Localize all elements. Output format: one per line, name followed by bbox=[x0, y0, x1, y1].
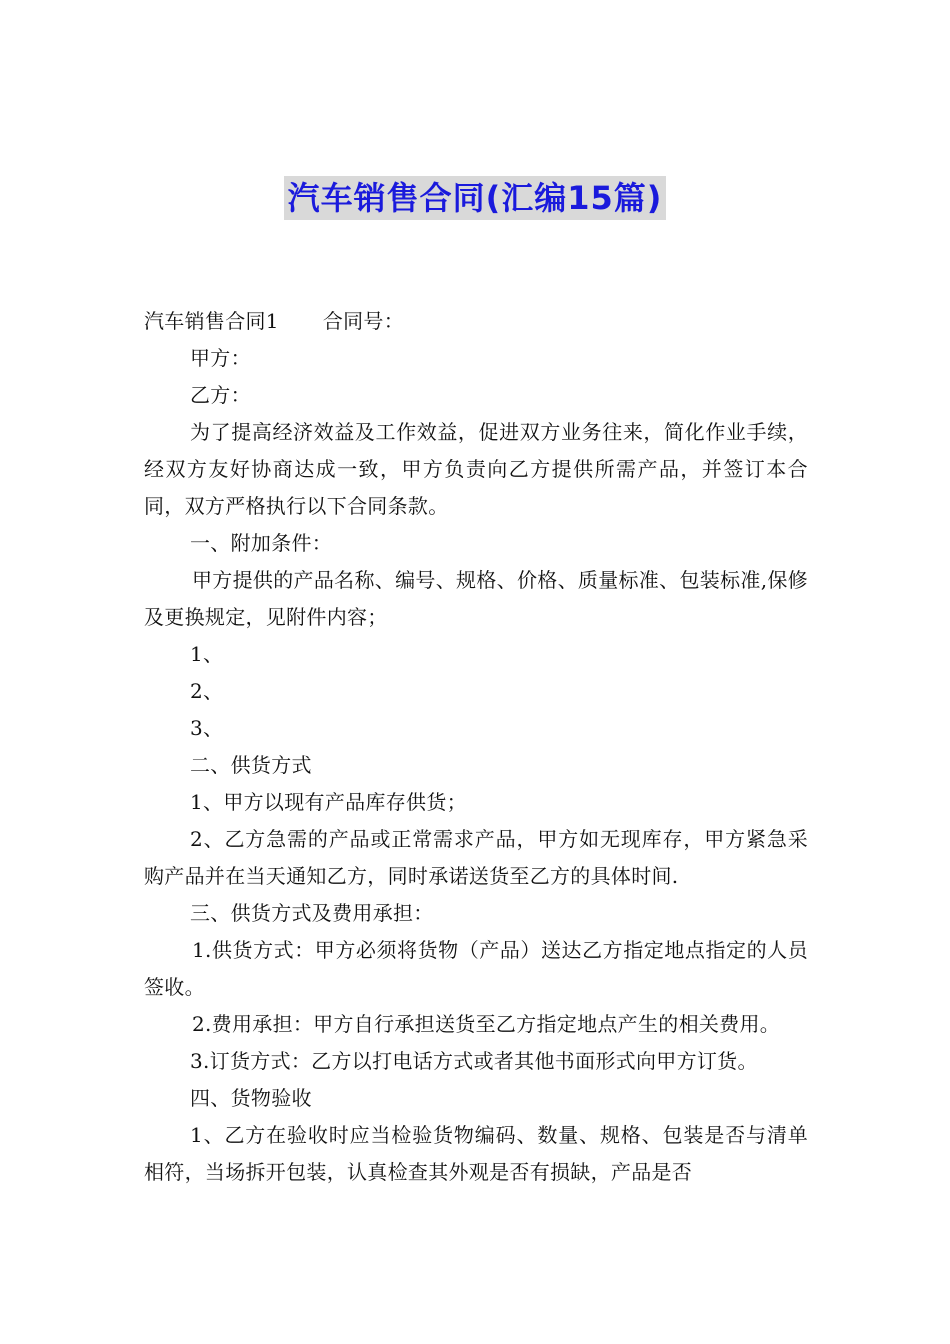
contract-heading: 汽车销售合同1 bbox=[144, 309, 279, 333]
paragraph: 1、甲方以现有产品库存供货； bbox=[190, 790, 467, 814]
contract-heading-line bbox=[144, 303, 808, 340]
document-body bbox=[144, 303, 808, 1191]
paragraph: 1.供货方式：甲方必须将货物（产品）送达乙方指定地点指定的人员签收。 bbox=[144, 938, 808, 999]
list-item: 2、 bbox=[190, 679, 224, 703]
title-container bbox=[0, 176, 950, 220]
paragraph: 2、乙方急需的产品或正常需求产品，甲方如无现库存，甲方紧急采购产品并在当天通知乙方，同时承诺送货至乙方的具体时间. bbox=[144, 827, 808, 888]
paragraph: 甲方： bbox=[190, 346, 251, 370]
contract-number-label: 合同号： bbox=[322, 309, 405, 333]
paragraph: 2.费用承担：甲方自行承担送货至乙方指定地点产生的相关费用。 bbox=[192, 1012, 781, 1036]
paragraph: 甲方提供的产品名称、编号、规格、价格、质量标准、包装标准,保修及更换规定，见附件内容； bbox=[144, 568, 808, 629]
paragraph: 3.订货方式：乙方以打电话方式或者其他书面形式向甲方订货。 bbox=[190, 1049, 758, 1073]
paragraph: 为了提高经济效益及工作效益，促进双方业务往来，简化作业手续，经双方友好协商达成一致，甲方负责向乙方提供所需产品，并签订本合同，双方严格执行以下合同条款。 bbox=[144, 420, 808, 518]
list-item: 3、 bbox=[190, 716, 224, 740]
list-item: 1、 bbox=[190, 642, 224, 666]
section-heading: 三、供货方式及费用承担： bbox=[190, 901, 434, 925]
section-heading: 四、货物验收 bbox=[190, 1086, 312, 1110]
section-heading: 一、附加条件： bbox=[190, 531, 333, 555]
paragraph: 乙方： bbox=[190, 383, 251, 407]
document-title: 汽车销售合同(汇编15篇) bbox=[284, 176, 667, 220]
section-heading: 二、供货方式 bbox=[190, 753, 312, 777]
paragraph: 1、乙方在验收时应当检验货物编码、数量、规格、包装是否与清单相符，当场拆开包装，认真检查其外观是否有损缺，产品是否 bbox=[144, 1123, 808, 1184]
